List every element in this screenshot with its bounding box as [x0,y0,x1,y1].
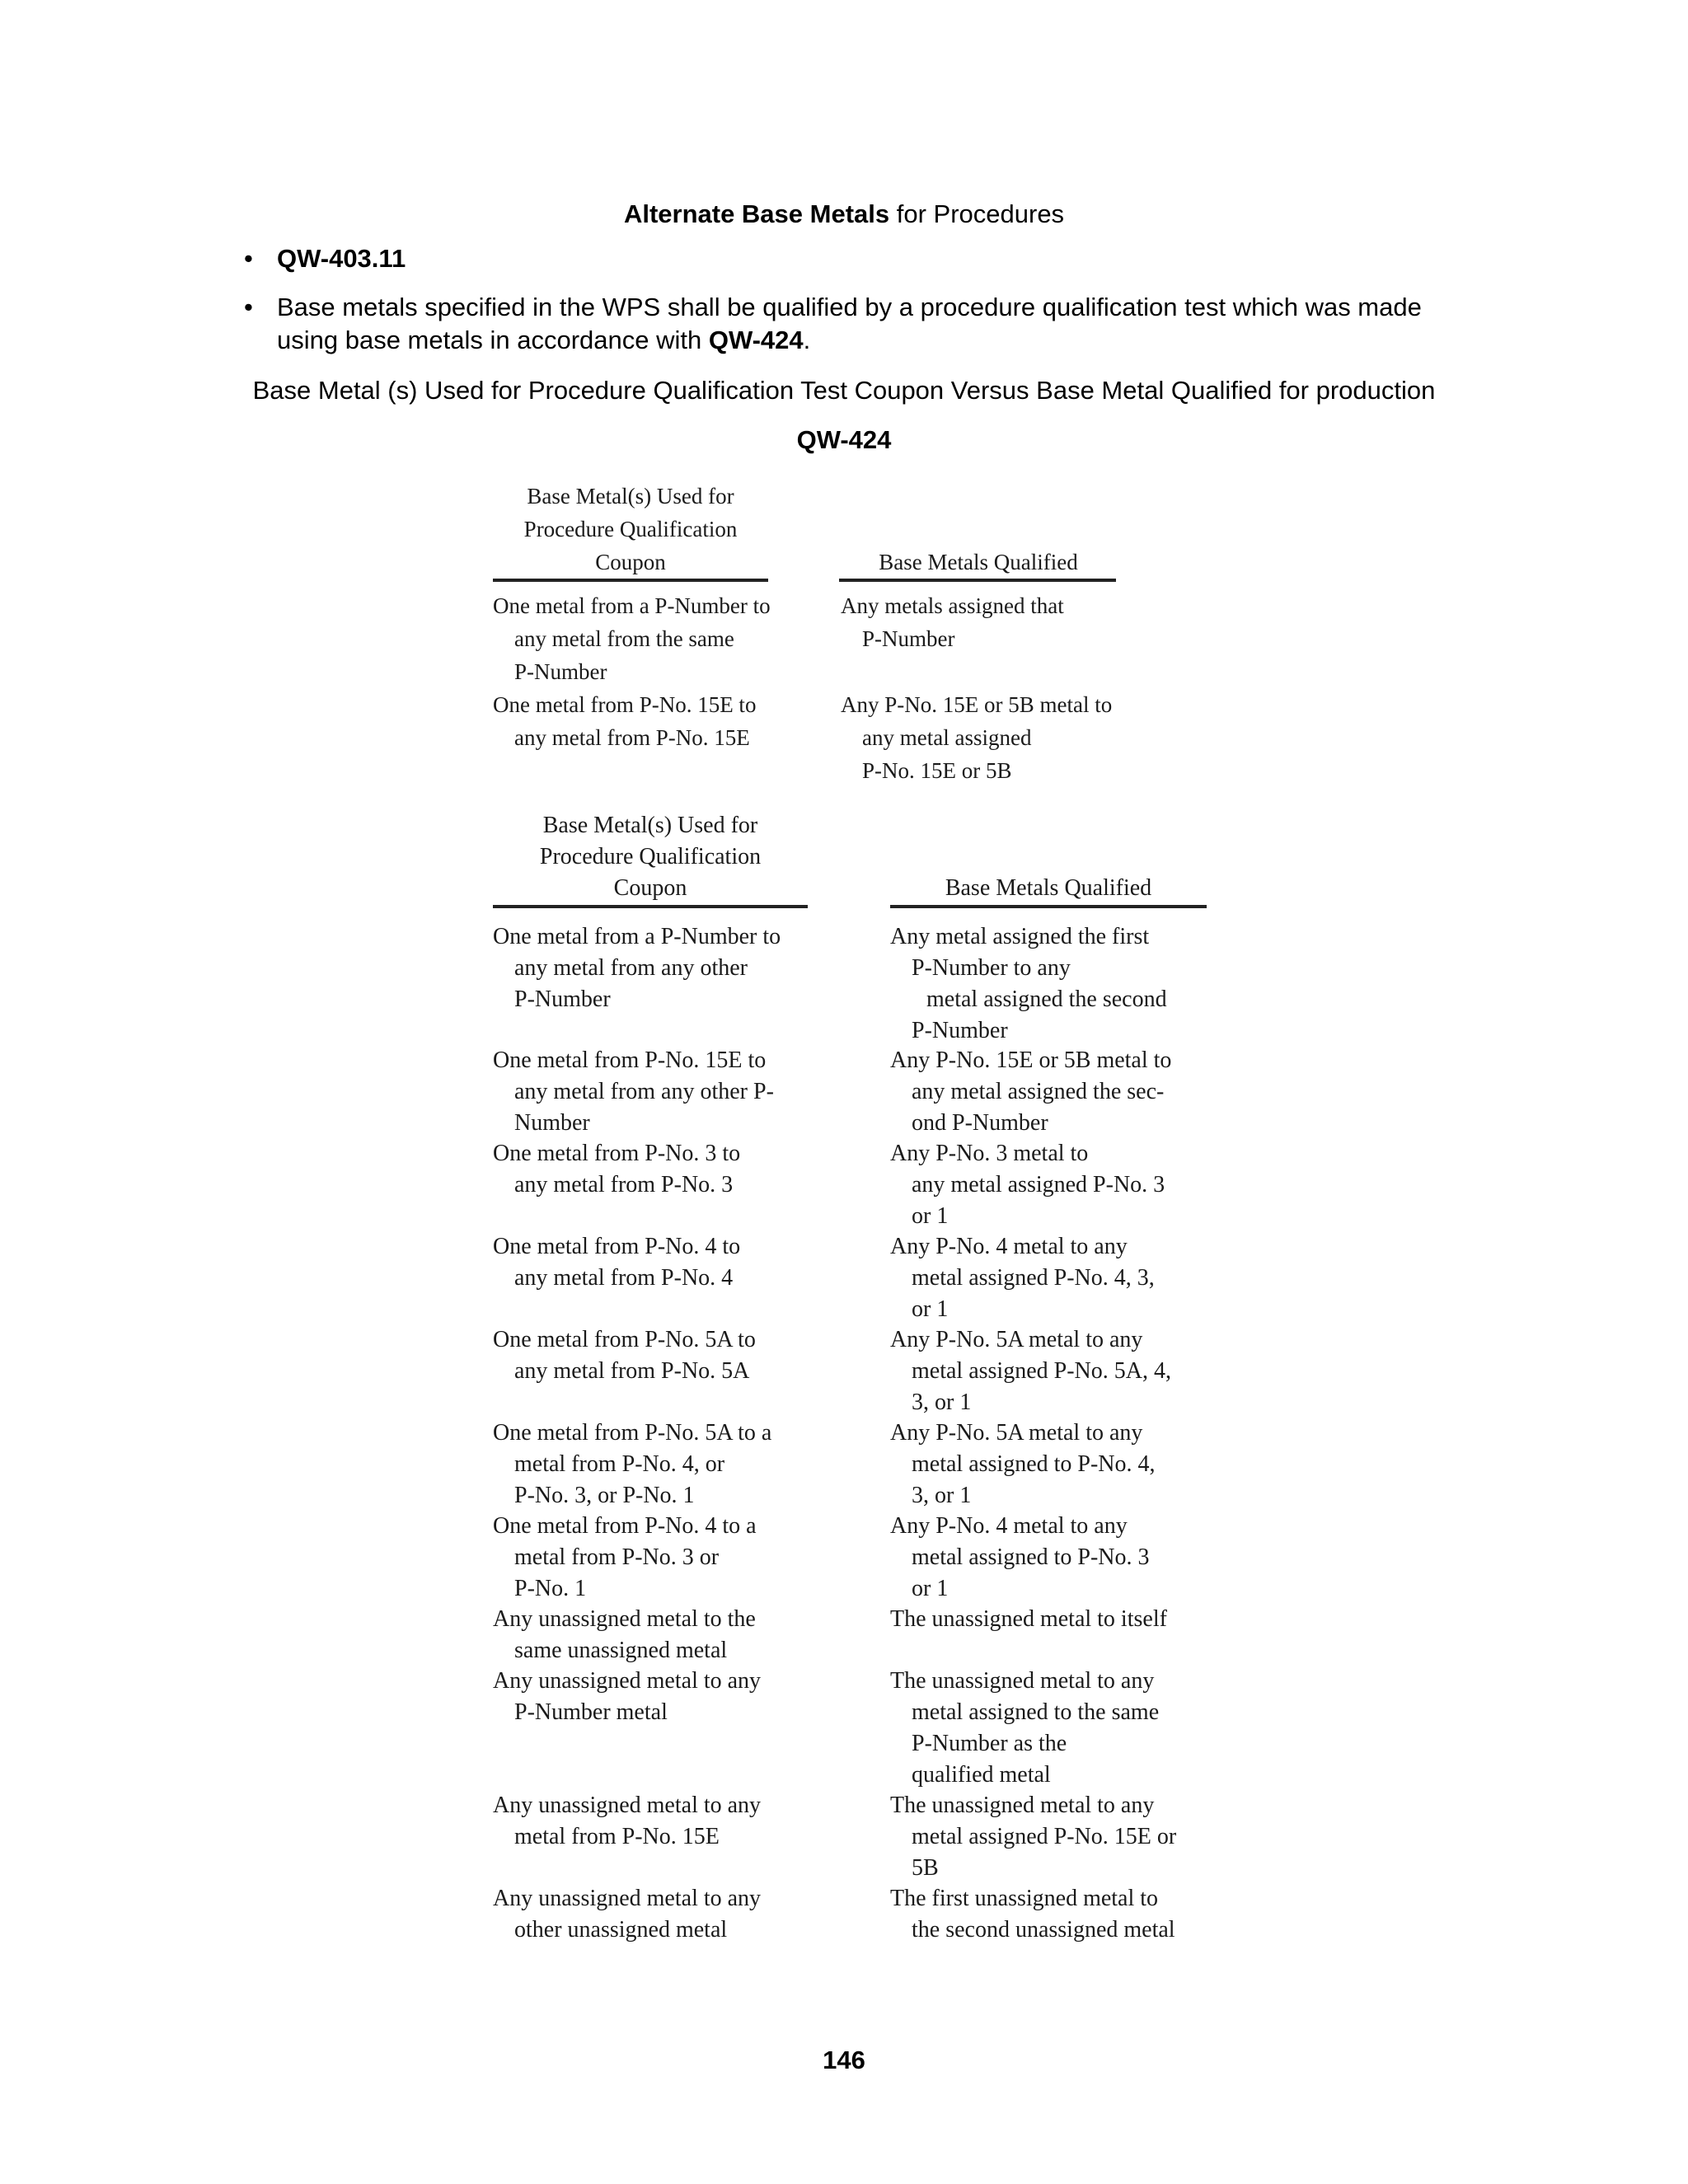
cell-line: The unassigned metal to itself [890,1606,1167,1632]
cell-line: 5B [912,1855,939,1881]
table-1-row-1-right [841,589,1064,655]
cell-line: Any P-No. 15E or 5B metal to [890,1047,1172,1073]
cell-line: One metal from P-No. 15E to [493,1047,767,1073]
cell-line: Any metals assigned that [841,593,1064,618]
table-2-row-9-right [890,1666,1159,1791]
table-2-row-2-left [493,1045,774,1139]
table-2-header-left-line: Base Metal(s) Used for [542,813,758,838]
cell-line: One metal from P-No. 3 to [493,1141,741,1166]
cell-line: One metal from P-No. 4 to [493,1234,741,1259]
cell-line: One metal from P-No. 5A to a [493,1420,772,1446]
cell-line: metal from P-No. 15E [514,1824,720,1849]
table-2-row-6-right [890,1418,1156,1511]
cell-line: any metal from any other [514,955,748,981]
cell-line: The unassigned metal to any [890,1793,1155,1818]
page-title-bold: Alternate Base Metals [623,199,890,228]
cell-line: P-No. 15E or 5B [862,758,1012,783]
table-2-header-left-line: Procedure Qualification [539,844,762,869]
bullet-1-text: Base metals specified in the WPS shall be qualified by a procedure qualification test which was made using base metals in accordance with [277,293,1422,354]
cell-line: P-Number as the [912,1731,1067,1756]
table-2-row-10-left [493,1790,761,1853]
bullet-0-bold: QW-403.11 [277,244,406,273]
table-2-row-1-right [890,921,1167,1047]
table-2-header-right [890,873,1207,904]
table-2-row-6-left [493,1418,771,1511]
table-2-header-right-line: Base Metals Qualified [945,875,1152,901]
cell-line: any metal from P-No. 3 [514,1172,734,1197]
table-subheading: Base Metal (s) Used for Procedure Qualification Test Coupon Versus Base Metal Qualified for production [252,376,1436,405]
table-2-row-7-left [493,1511,757,1605]
cell-line: or 1 [912,1203,949,1229]
table-2-header-left [493,810,808,904]
cell-line: P-No. 1 [514,1576,587,1601]
cell-line: ond P-Number [912,1110,1048,1136]
table-1-header-left-line: Base Metal(s) Used for [527,484,734,509]
cell-line: 3, or 1 [912,1390,972,1415]
cell-line: P-Number [514,987,611,1012]
cell-line: the second unassigned metal [912,1917,1175,1943]
cell-line: metal assigned the second [926,987,1167,1012]
cell-line: any metal from P-No. 4 [514,1265,734,1291]
cell-line: any metal from the same [514,626,734,651]
cell-line: metal assigned to the same [912,1699,1160,1725]
table-2-row-3-left [493,1138,740,1201]
cell-line: metal assigned to P-No. 4, [912,1451,1156,1477]
cell-line: any metal from P-No. 15E [514,725,750,750]
table-1-header-right-rule [839,579,1116,582]
table-2-row-5-left [493,1324,756,1387]
cell-line: Any metal assigned the first [890,924,1150,949]
table-1-row-1-left [493,589,771,688]
table-1-header-left-line: Procedure Qualification [523,517,738,541]
table-1-header-right [841,546,1116,579]
cell-line: Any unassigned metal to the [493,1606,756,1632]
cell-line: Number [514,1110,590,1136]
table-2-row-9-left [493,1666,761,1728]
cell-line: One metal from P-No. 5A to [493,1327,756,1352]
cell-line: 3, or 1 [912,1483,972,1508]
cell-line: metal from P-No. 3 or [514,1544,720,1570]
cell-line: any metal from any other P- [514,1079,774,1104]
bullet-1-after: . [803,326,811,354]
cell-line: or 1 [912,1576,949,1601]
bullet-item-qw-403-11 [244,242,1480,275]
table-2-row-8-left [493,1604,756,1666]
cell-line: metal assigned P-No. 5A, 4, [912,1358,1171,1384]
cell-line: qualified metal [912,1762,1051,1788]
table-2-row-5-right [890,1324,1171,1418]
cell-line: or 1 [912,1296,949,1322]
cell-line: P-Number [862,626,955,651]
table-1-header-right-line: Base Metals Qualified [879,550,1078,574]
bullet-1-bold: QW-424 [708,326,804,354]
cell-line: any metal assigned the sec- [912,1079,1165,1104]
cell-line: Any unassigned metal to any [493,1793,762,1818]
cell-line: One metal from a P-Number to [493,593,771,618]
table-1-header-left-line: Coupon [595,550,666,574]
table-2-row-7-right [890,1511,1150,1605]
cell-line: One metal from P-No. 4 to a [493,1513,757,1539]
cell-line: any metal assigned [862,725,1032,750]
table-2-row-11-left [493,1883,761,1946]
table-2-row-4-right [890,1231,1155,1325]
page-number: 146 [823,2046,865,2074]
cell-line: Any P-No. 5A metal to any [890,1420,1143,1446]
table-1-row-2-right [841,688,1112,787]
cell-line: metal assigned P-No. 15E or [912,1824,1177,1849]
table-1-header-left-rule [493,579,768,582]
table-2-row-1-left [493,921,781,1015]
cell-line: Any P-No. 5A metal to any [890,1327,1143,1352]
page-title-rest: for Procedures [889,199,1065,228]
cell-line: P-Number metal [514,1699,668,1725]
cell-line: same unassigned metal [514,1638,728,1663]
table-2-row-3-right [890,1138,1165,1232]
page-title [0,198,1688,231]
cell-line: P-No. 3, or P-No. 1 [514,1483,695,1508]
table-id: QW-424 [796,425,892,454]
table-2-row-10-right [890,1790,1176,1884]
table-2-row-4-left [493,1231,740,1294]
table-2-header-left-line: Coupon [613,875,687,901]
table-2-header-left-rule [493,905,808,908]
table-2-row-2-right [890,1045,1171,1139]
bullet-list [244,242,1480,373]
cell-line: metal assigned to P-No. 3 [912,1544,1150,1570]
cell-line: any metal from P-No. 5A [514,1358,750,1384]
bullet-item-base-metals [244,291,1480,357]
cell-line: metal assigned P-No. 4, 3, [912,1265,1155,1291]
cell-line: any metal assigned P-No. 3 [912,1172,1165,1197]
cell-line: metal from P-No. 4, or [514,1451,725,1477]
cell-line: The unassigned metal to any [890,1668,1155,1694]
cell-line: Any unassigned metal to any [493,1668,762,1694]
cell-line: Any P-No. 4 metal to any [890,1513,1128,1539]
cell-line: One metal from P-No. 15E to [493,692,757,717]
cell-line: Any P-No. 15E or 5B metal to [841,692,1113,717]
cell-line: The first unassigned metal to [890,1886,1159,1911]
cell-line: Any P-No. 3 metal to [890,1141,1089,1166]
cell-line: P-Number to any [912,955,1071,981]
cell-line: One metal from a P-Number to [493,924,781,949]
table-2-row-8-right [890,1604,1167,1635]
table-2-row-11-right [890,1883,1175,1946]
cell-line: Any unassigned metal to any [493,1886,762,1911]
cell-line: P-Number [912,1018,1008,1043]
table-1-header-left [495,480,767,579]
table-2-header-right-rule [890,905,1207,908]
table-1-row-2-left [493,688,756,754]
cell-line: P-Number [514,659,607,684]
cell-line: Any P-No. 4 metal to any [890,1234,1128,1259]
cell-line: other unassigned metal [514,1917,728,1943]
